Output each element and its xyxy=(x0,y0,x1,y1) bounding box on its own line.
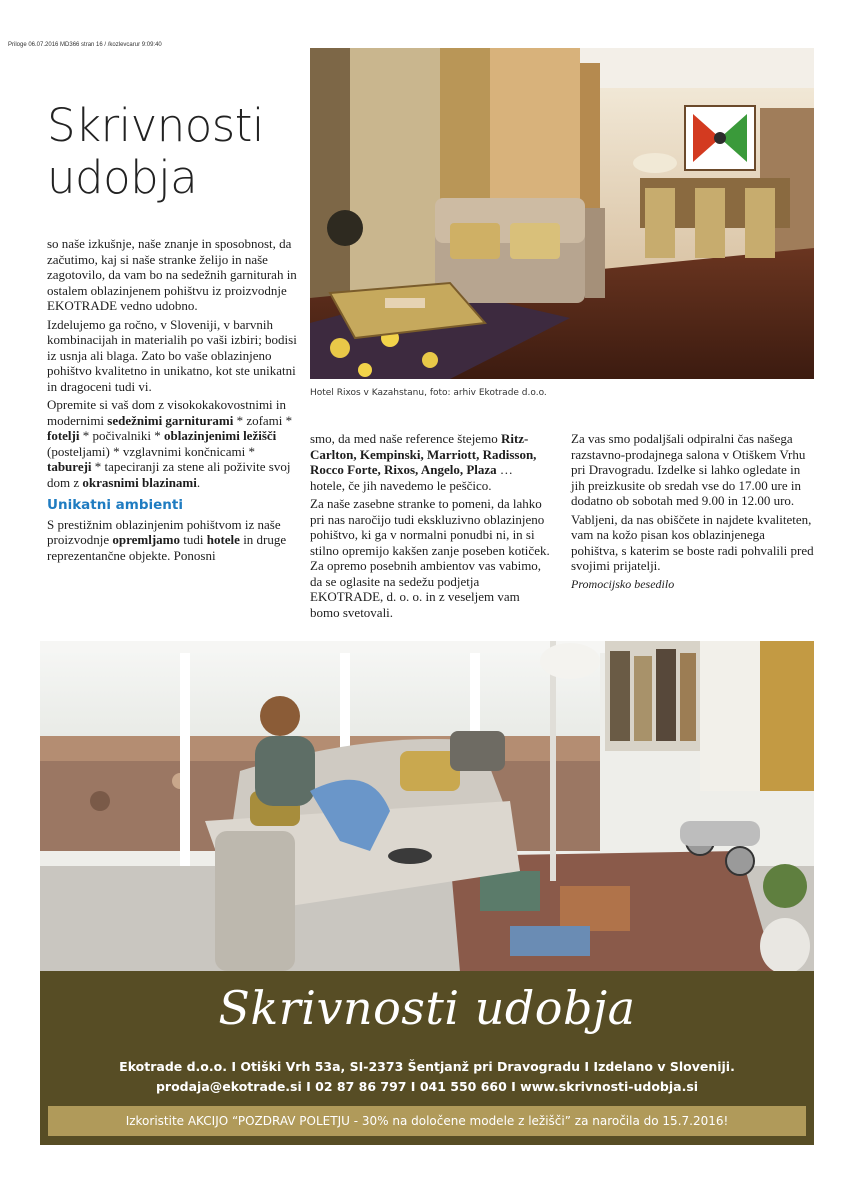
hotel-lounge-illustration xyxy=(310,48,814,379)
title-line-1: Skrivnosti xyxy=(47,99,264,152)
brand-banner xyxy=(40,971,814,1145)
col1-paragraph-2: Izdelujemo ga ročno, v Sloveniji, v barvnih kombinacijah in materialih po vaši izbiri; bodisi iz usnja ali blaga. Zato bo vaše oblazinjeno pohištvo kvalitetno in unikatno, kot ste unikatni in dragoceni tudi vi. xyxy=(47,316,297,394)
banner-title: Skrivnosti udobja xyxy=(218,981,636,1035)
photo-caption: Hotel Rixos v Kazahstanu, foto: arhiv Ekotrade d.o.o. xyxy=(310,388,547,398)
company-contact-line: prodaja@ekotrade.si I 02 87 86 797 I 041 550 660 I www.skrivnosti-udobja.si xyxy=(155,1079,699,1094)
col1-paragraph-1: so naše izkušnje, naše znanje in sposobnost, da začutimo, kaj si naše stranke želijo in naše zagotovilo, da vam bo na sedežnih garniturah in ostalem oblazinjenem pohištvu iz proizvodnje EKOTRADE vedno udobno. xyxy=(47,236,297,313)
article-column-2 xyxy=(310,431,550,623)
page-title xyxy=(47,100,297,204)
col2-paragraph-2: Za naše zasebne stranke to pomeni, da lahko pri nas naročijo tudi ekskluzivno oblazinjeno pohištvo, ki ga v normalni ponudbi ni, in si stilno opremijo kakšen zanje poseben kotiček. Za opremo posebnih ambientov vas vabimo, da se oglasite na sedežu podjetja EKOTRADE, d. o. o. in z veseljem vam bomo svetovali. xyxy=(310,496,550,620)
company-address-line: Ekotrade d.o.o. I Otiški Vrh 53a, SI-2373 Šentjanž pri Dravogradu I Izdelano v Sloveniji. xyxy=(119,1059,735,1074)
col3-paragraph-2: Vabljeni, da nas obiščete in najdete kvaliteten, vam na kožo pisan kos oblazinjenega pohištva, s katerim se boste radi pohvalili pred svojimi prijatelji. xyxy=(571,511,814,573)
col3-paragraph-1: Za vas smo podaljšali odpiralni čas našega razstavno-prodajnega salona v Otiškem Vrhu pri Dravogradu. Izdelke si lahko ogledate in jih preizkusite ob sredah vse do 17.00 ure in dodatno ob sobotah med 9.00 in 12.00 uro. xyxy=(571,431,806,508)
promotion-strip: Izkoristite AKCIJO “POZDRAV POLETJU - 30% na določene modele z ležišči” za naročila do 15.7.2016! xyxy=(48,1106,806,1136)
print-slug: Priloge 06.07.2016 MD366 stran 16 / /kozlevcarur 9:09:40 xyxy=(8,42,162,48)
living-room-photo xyxy=(40,641,814,972)
promo-note: Promocijsko besedilo xyxy=(571,576,675,591)
col1-paragraph-3: Opremite si vaš dom z visokokakovostnimi in modernimi sedežnimi garniturami * zofami * fotelji * počivalniki * oblazinjenimi ležišči (posteljami) * vzglavnimi končnicami * tabureji * tapeciranji za stene ali poživite svoj dom z okrasnimi blazinami. xyxy=(47,397,293,490)
article-column-1 xyxy=(47,236,297,566)
title-line-2: udobja xyxy=(47,151,198,204)
subheading-unique-ambients: Unikatni ambienti xyxy=(47,497,183,513)
col1-paragraph-4: S prestižnim oblazinjenim pohištvom iz naše proizvodnje opremljamo tudi hotele in druge reprezentančne objekte. Ponosni xyxy=(47,516,287,563)
hotel-lounge-photo xyxy=(310,48,814,379)
article-column-3 xyxy=(571,431,814,595)
col2-paragraph-1: smo, da med naše reference štejemo Ritz-Carlton, Kempinski, Marriott, Radisson, Rocco Forte, Rixos, Angelo, Plaza … hotele, če jih navedemo le peščico. xyxy=(310,431,537,493)
living-room-illustration xyxy=(40,641,814,972)
